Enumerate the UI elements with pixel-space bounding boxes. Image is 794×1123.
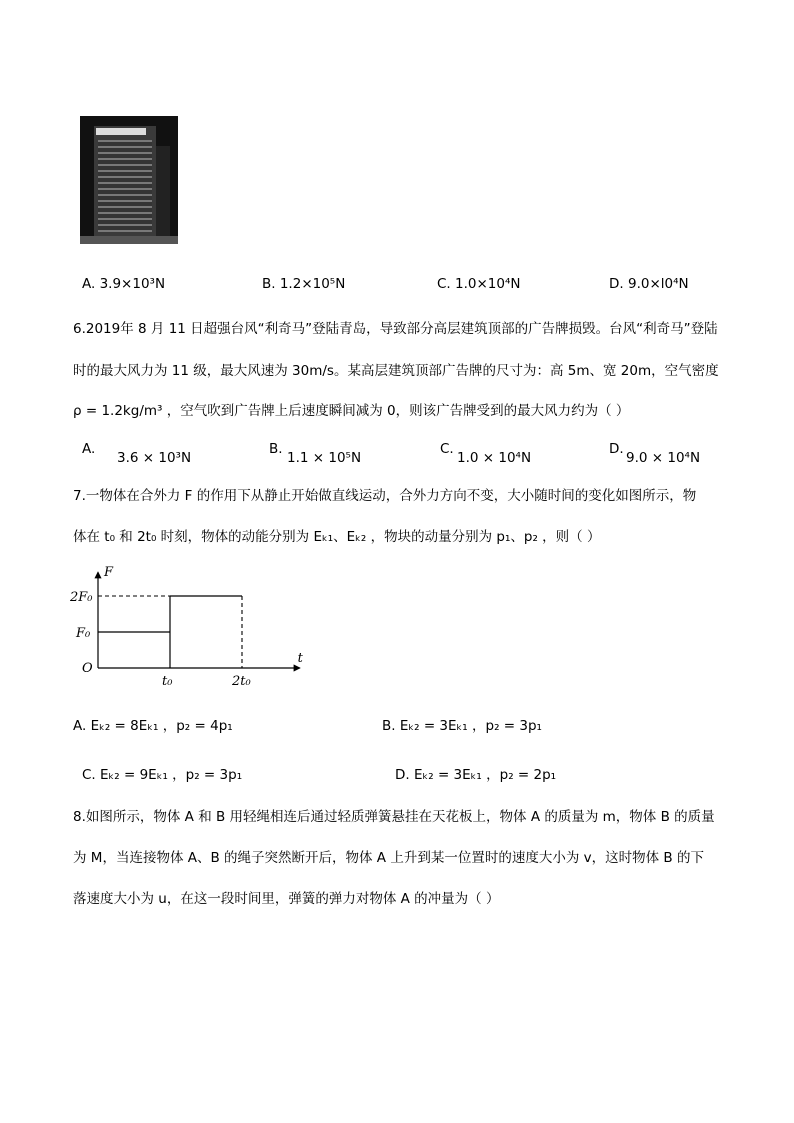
ground (80, 236, 178, 244)
q6-option-b-value: 1.1 × 10⁵N (287, 450, 362, 466)
q6-option-a-label: A. (82, 441, 96, 457)
q8-text-line2: 为 M，当连接物体 A、B 的绳子突然断开后，物体 A 上升到某一位置时的速度大小为 v，这时物体 B 的下 (73, 850, 704, 866)
q6-option-c-value: 1.0 × 10⁴N (457, 450, 532, 466)
building-photo (80, 116, 178, 244)
billboard-shape (96, 128, 146, 135)
q6-option-d-value: 9.0 × 10⁴N (626, 450, 701, 466)
q6-text-line1: 6.2019年 8 月 11 日超强台风“利奇马”登陆青岛，导致部分高层建筑顶部的广告牌损毁。台风“利奇马”登陆 (73, 321, 718, 337)
y-tick-f0: F₀ (76, 626, 91, 641)
q7-option-d: D. Eₖ₂ = 3Eₖ₁ ，p₂ = 2p₁ (395, 767, 557, 783)
origin-label: O (82, 661, 93, 676)
building-side (156, 146, 170, 238)
q8-text-line3: 落速度大小为 u，在这一段时间里，弹簧的弹力对物体 A 的冲量为（ ） (73, 891, 500, 907)
q8-text-line1: 8.如图所示，物体 A 和 B 用轻绳相连后通过轻质弹簧悬挂在天花板上，物体 A 的质量为 m，物体 B 的质量 (73, 809, 715, 825)
x-axis-label: t (297, 651, 303, 666)
q6-option-a-value: 3.6 × 10³N (117, 450, 192, 466)
q5-option-b: B. 1.2×10⁵N (262, 276, 346, 292)
q5-option-c: C. 1.0×10⁴N (437, 276, 521, 292)
q7-option-c: C. Eₖ₂ = 9Eₖ₁ ，p₂ = 3p₁ (82, 767, 243, 783)
force-time-chart (68, 562, 303, 690)
building-windows (98, 140, 152, 232)
chart-axes (98, 572, 300, 668)
chart-marks (98, 596, 242, 668)
chart-labels (69, 565, 304, 689)
x-tick-t0: t₀ (162, 674, 173, 689)
x-tick-2t0: 2t₀ (232, 674, 251, 689)
q6-text-line2: 时的最大风力为 11 级，最大风速为 30m/s。某高层建筑顶部广告牌的尺寸为：高 5m、宽 20m，空气密度 (73, 363, 719, 379)
q5-option-d: D. 9.0×l0⁴N (609, 276, 689, 292)
q6-option-b-label: B. (269, 441, 283, 457)
q6-option-c-label: C. (440, 441, 454, 457)
q6-option-d-label: D. (609, 441, 624, 457)
y-tick-2f0: 2F₀ (70, 590, 93, 605)
q7-option-b: B. Eₖ₂ = 3Eₖ₁ ，p₂ = 3p₁ (382, 718, 542, 734)
q7-text-line1: 7.一物体在合外力 F 的作用下从静止开始做直线运动，合外力方向不变，大小随时间的变化如图所示，物 (73, 488, 697, 504)
q6-text-line3: ρ = 1.2kg/m³ ，空气吹到广告牌上后速度瞬间减为 0，则该广告牌受到的最大风力约为（ ） (73, 403, 630, 419)
y-axis-label: F (104, 565, 114, 580)
q7-option-a: A. Eₖ₂ = 8Eₖ₁ ，p₂ = 4p₁ (73, 718, 233, 734)
q5-option-a: A. 3.9×10³N (82, 276, 166, 292)
q7-text-line2: 体在 t₀ 和 2t₀ 时刻，物体的动能分别为 Eₖ₁、Eₖ₂ ，物块的动量分别为 p₁、p₂ ，则（ ） (73, 529, 601, 545)
